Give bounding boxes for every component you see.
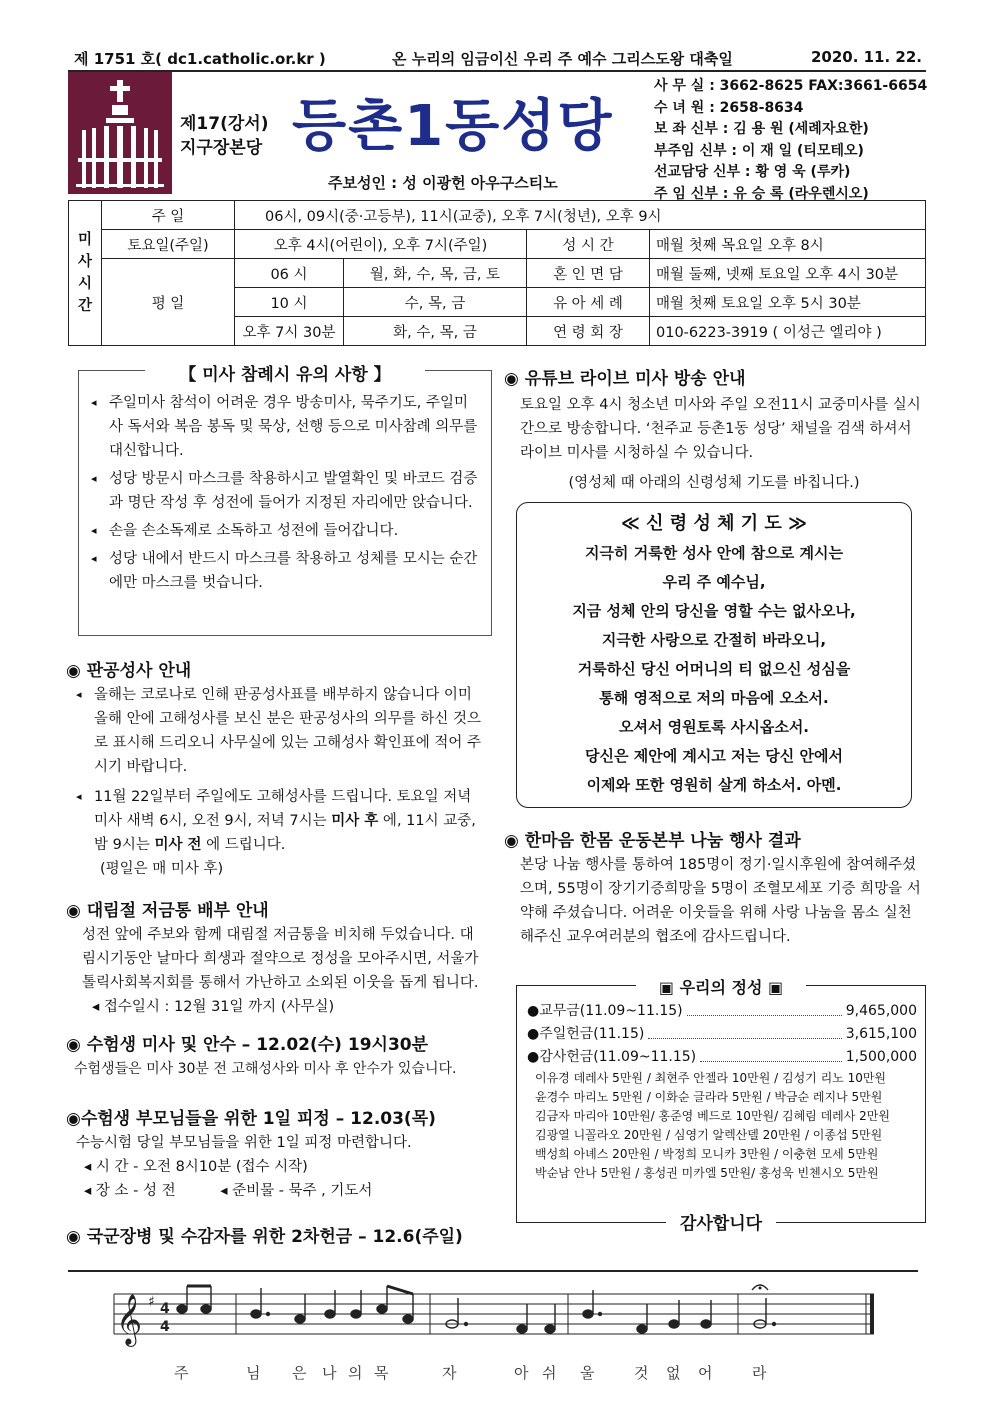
weekday-days: 수, 목, 금 xyxy=(344,288,527,317)
prayer-line: 통해 영적으로 저의 마음에 오소서. xyxy=(599,689,829,707)
event-detail: 매월 둘째, 넷째 토요일 오후 4시 30분 xyxy=(650,259,926,288)
hymn-score xyxy=(110,1284,880,1396)
lyric-syllable: 쉬 xyxy=(542,1364,557,1382)
district-line2: 지구장본당 xyxy=(180,138,263,158)
contact-convent: 수 녀 원 : 2658-8634 xyxy=(654,99,804,116)
donor-line: 이유경 데레사 5만원 / 최현주 안젤라 10만원 / 김성기 리노 10만원 xyxy=(535,1071,887,1085)
weekday-time: 10 시 xyxy=(235,288,344,317)
contact-block xyxy=(654,76,927,205)
confession-text: 11월 22일부터 주일에도 고해성사를 드립니다. 토요일 저녁 미사 새벽 6시, 오전 9시, 저녁 7시는 xyxy=(94,789,472,829)
lyric-syllable: 아 xyxy=(514,1364,529,1382)
notice-item: ◂ 손을 손소독제로 소독하고 성전에 들어갑니다. xyxy=(91,519,481,543)
sharing-title: ◉ 한마음 한몸 운동본부 나눔 행사 결과 xyxy=(504,831,801,851)
exam-mass-section xyxy=(66,1030,486,1081)
saturday-label: 토요일(주일) xyxy=(102,230,235,259)
advent-section xyxy=(66,896,486,1019)
prayer-line: 거룩하신 당신 어머니의 티 없으신 성심을 xyxy=(577,660,851,678)
exam-retreat-section xyxy=(66,1104,486,1203)
offering-thanks: 감사합니다 xyxy=(666,1214,776,1234)
saturday-times: 오후 4시(어린이), 오후 7시(주일) xyxy=(235,230,527,259)
youtube-title: ◉ 유튜브 라이브 미사 방송 안내 xyxy=(504,369,746,389)
prayer-line: 이제와 또한 영원히 살게 하소서. 아멘. xyxy=(586,776,842,794)
lyric-syllable: 목 xyxy=(374,1364,389,1382)
offering-amount: 1,500,000 xyxy=(845,1049,917,1065)
parish-title: 등촌1동성당 xyxy=(292,94,614,159)
donor-line: 김광열 니꼴라오 20만원 / 심영기 알렉산델 20만원 / 이종섭 5만원 xyxy=(535,1128,883,1142)
weekday-days: 월, 화, 수, 목, 금, 토 xyxy=(344,259,527,288)
confession-text: 에 드립니다. xyxy=(201,837,286,853)
contact-assistant-priest: 보 좌 신부 : 김 용 원 (세례자요한) xyxy=(654,121,869,137)
confession-item: ◂ 올해는 코로나로 인해 판공성사표를 배부하지 않습니다 이미 올해 안에 고해성사를 보신 분은 판공성사의 의무를 하신 것으로 표시해 드리오니 사무실에 있는 고해성사 확인표에 적어 주시기 바랍니다. xyxy=(76,683,486,779)
event-label: 유 아 세 례 xyxy=(527,288,650,317)
lyric-syllable: 나 xyxy=(322,1364,337,1382)
exam-retreat-place: ◂ 장 소 - 성 전 xyxy=(84,1183,176,1199)
offering-label: ●교무금(11.09~11.15) xyxy=(527,1003,683,1019)
lyric-syllable: 의 xyxy=(348,1364,363,1382)
confession-emphasis: 미사 전 xyxy=(154,837,202,853)
prayer-line: 지금 성체 안의 당신을 영할 수는 없사오나, xyxy=(572,602,856,620)
advent-body: 성전 앞에 주보와 함께 대림절 저금통을 비치해 두었습니다. 대림시기동안 날마다 희생과 절약으로 정성을 모아주시면, 서울가톨릭사회복지회를 통해서 가난하고 소외된 이웃을 돕게 됩니다. xyxy=(82,927,479,991)
confession-title: ◉ 판공성사 안내 xyxy=(66,661,192,681)
advent-deadline: ◂ 접수일시 : 12월 31일 까지 (사무실) xyxy=(92,999,335,1015)
event-detail: 매월 첫째 토요일 오후 5시 30분 xyxy=(650,288,926,317)
offering-label: ●주일헌금(11.15) xyxy=(527,1026,645,1042)
hymn-lyrics xyxy=(110,1362,880,1392)
lyric-syllable: 어 xyxy=(698,1364,713,1382)
offering-amount: 9,465,000 xyxy=(845,1003,917,1019)
church-logo xyxy=(68,72,172,194)
exam-retreat-title: ◉수험생 부모님들을 위한 1일 피정 – 12.03(목) xyxy=(66,1109,436,1129)
exam-retreat-items: ◂ 준비물 - 묵주 , 기도서 xyxy=(220,1183,373,1199)
contact-pastor: 주 임 신부 : 유 승 록 (라우렌시오) xyxy=(654,185,869,202)
svg-text:♯: ♯ xyxy=(148,1294,155,1310)
confession-note: (평일은 매 미사 후) xyxy=(100,861,224,877)
prayer-line: 지극히 거룩한 성사 안에 참으로 계시는 xyxy=(585,544,843,562)
holyhour-label: 성 시 간 xyxy=(527,230,650,259)
music-staff xyxy=(110,1284,880,1358)
holyhour-detail: 매월 첫째 목요일 오후 8시 xyxy=(650,230,926,259)
lyric-syllable: 없 xyxy=(666,1364,681,1382)
confession-item xyxy=(76,785,486,857)
youtube-section xyxy=(504,364,924,495)
prayer-title: ≪ 신 령 성 체 기 도 ≫ xyxy=(621,513,807,534)
exam-mass-body: 수험생들은 미사 30분 전 고해성사와 미사 후 안수가 있습니다. xyxy=(74,1061,457,1077)
issue-number: 제 1751 호( dc1.catholic.or.kr ) xyxy=(74,50,326,68)
offering-row xyxy=(527,1000,917,1023)
notice-item: ◂ 성당 방문시 마스크를 착용하시고 발열확인 및 바코드 검증과 명단 작성 후 성전에 들어가 지정된 자리에만 앉습니다. xyxy=(91,467,481,515)
prayer-intro: (영성체 때 아래의 신령성체 기도를 바칩니다.) xyxy=(568,475,860,491)
weekday-time: 오후 7시 30분 xyxy=(235,317,344,346)
event-label: 연 령 회 장 xyxy=(527,317,650,346)
prayer-line: 지극한 사랑으로 간절히 바라오니, xyxy=(601,631,827,649)
sunday-label: 주 일 xyxy=(102,201,235,230)
second-collection-title: ◉ 국군장병 및 수감자를 위한 2차헌금 – 12.6(주일) xyxy=(66,1227,463,1247)
patron-saint: 주보성인 : 성 이광헌 아우구스티노 xyxy=(328,174,558,192)
bottom-divider xyxy=(68,1270,918,1272)
notice-item: ◂ 성당 내에서 반드시 마스크를 착용하고 성체를 모시는 순간에만 마스크를 벗습니다. xyxy=(91,547,481,595)
spiritual-communion-box xyxy=(516,502,912,808)
exam-mass-title: ◉ 수험생 미사 및 안수 – 12.02(수) 19시30분 xyxy=(66,1035,429,1055)
offering-row xyxy=(527,1023,917,1046)
lyric-syllable: 라 xyxy=(752,1364,767,1382)
svg-text:4: 4 xyxy=(160,1301,170,1317)
prayer-line: 우리 주 예수님, xyxy=(662,573,766,591)
confession-emphasis: 미사 후 xyxy=(331,813,379,829)
district-line1: 제17(강서) xyxy=(180,114,269,134)
notice-item: ◂ 주일미사 참석이 어려운 경우 방송미사, 묵주기도, 주일미사 독서와 복음 봉독 및 묵상, 선행 등으로 미사참례 의무를 대신합니다. xyxy=(91,391,481,463)
weekday-time: 06 시 xyxy=(235,259,344,288)
exam-retreat-time: ◂ 시 간 - 오전 8시10분 (접수 시작) xyxy=(84,1159,308,1175)
advent-title: ◉ 대림절 저금통 배부 안내 xyxy=(66,901,269,921)
sharing-body: 본당 나눔 행사를 통하여 185명이 정기·일시후원에 참여해주셨으며, 55명이 장기기증희망을 5명이 조혈모세포 기증 희망을 서약해 주셨습니다. 어려운 이웃들을 위해 사랑 나눔을 몸소 실천해주신 교우여러분의 협조에 감사드립니다. xyxy=(520,857,921,945)
lyric-syllable: 울 xyxy=(580,1364,595,1382)
lyric-syllable: 님 xyxy=(246,1364,261,1382)
donor-line: 김금자 마리아 10만원/ 홍준영 베드로 10만원/ 김혜림 데레사 2만원 xyxy=(535,1109,890,1123)
issue-date: 2020. 11. 22. xyxy=(810,48,922,66)
lyric-syllable: 은 xyxy=(292,1364,307,1382)
donor-line: 박순남 안나 5만원 / 홍성권 미카엘 5만원/ 홍성욱 빈첸시오 5만원 xyxy=(535,1166,879,1180)
weekday-days: 화, 수, 목, 금 xyxy=(344,317,527,346)
feast-title: 온 누리의 임금이신 우리 주 예수 그리스도왕 대축일 xyxy=(392,50,733,68)
contact-office: 사 무 실 : 3662-8625 FAX:3661-6654 xyxy=(654,78,928,94)
svg-text:𝄞: 𝄞 xyxy=(116,1294,143,1345)
donor-line: 백성희 아녜스 20만원 / 박정희 모니카 3만원 / 이충현 모세 5만원 xyxy=(535,1147,879,1161)
event-detail: 010-6223-3919 ( 이성근 엘리야 ) xyxy=(650,317,926,346)
prayer-line: 오셔서 영원토록 사시옵소서. xyxy=(618,718,810,736)
donor-line: 윤경수 마리노 5만원 / 이화순 글라라 5만원 / 박금순 레지나 5만원 xyxy=(535,1090,883,1104)
offering-row xyxy=(527,1046,917,1069)
offering-label: ●감사헌금(11.09~11.15) xyxy=(527,1049,697,1065)
issue-bar xyxy=(68,48,926,72)
svg-text:4: 4 xyxy=(160,1319,170,1335)
contact-vice-pastor: 부주임 신부 : 이 재 일 (티모테오) xyxy=(654,142,864,159)
offering-amount: 3,615,100 xyxy=(845,1026,917,1042)
notice-box xyxy=(78,365,492,636)
offering-box xyxy=(516,978,926,1234)
sharing-section xyxy=(504,826,924,949)
confession-section xyxy=(66,656,486,881)
prayer-line: 당신은 제안에 계시고 저는 당신 안에서 xyxy=(585,747,843,765)
district-label xyxy=(180,112,268,160)
lyric-syllable: 자 xyxy=(442,1364,457,1382)
exam-retreat-body: 수능시험 당일 부모님들을 위한 1일 피정 마련합니다. xyxy=(76,1135,412,1151)
lyric-syllable: 것 xyxy=(634,1364,649,1382)
contact-mission-priest: 선교담당 신부 : 황 영 욱 (루카) xyxy=(654,164,851,180)
offering-title: ▣ 우리의 정성 ▣ xyxy=(636,975,806,998)
mass-side-label: 미사시간 xyxy=(69,201,102,346)
youtube-body: 토요일 오후 4시 청소년 미사와 주일 오전11시 교중미사를 실시간으로 방송합니다. ‘천주교 등촌1동 성당’ 채널을 검색 하셔서 라이브 미사를 시청하실 수 있습니다. xyxy=(520,397,921,461)
sunday-times: 06시, 09시(중·고등부), 11시(교중), 오후 7시(청년), 오후 9시 xyxy=(235,201,926,230)
mass-schedule-table xyxy=(68,200,926,346)
weekday-label: 평 일 xyxy=(102,259,235,346)
notice-title: 【 미사 참례시 유의 사항 】 xyxy=(145,360,425,385)
lyric-syllable: 주 xyxy=(174,1364,189,1382)
event-label: 혼 인 면 담 xyxy=(527,259,650,288)
confession-text: 에, 11시 교중, 밤 9시는 xyxy=(94,813,476,853)
